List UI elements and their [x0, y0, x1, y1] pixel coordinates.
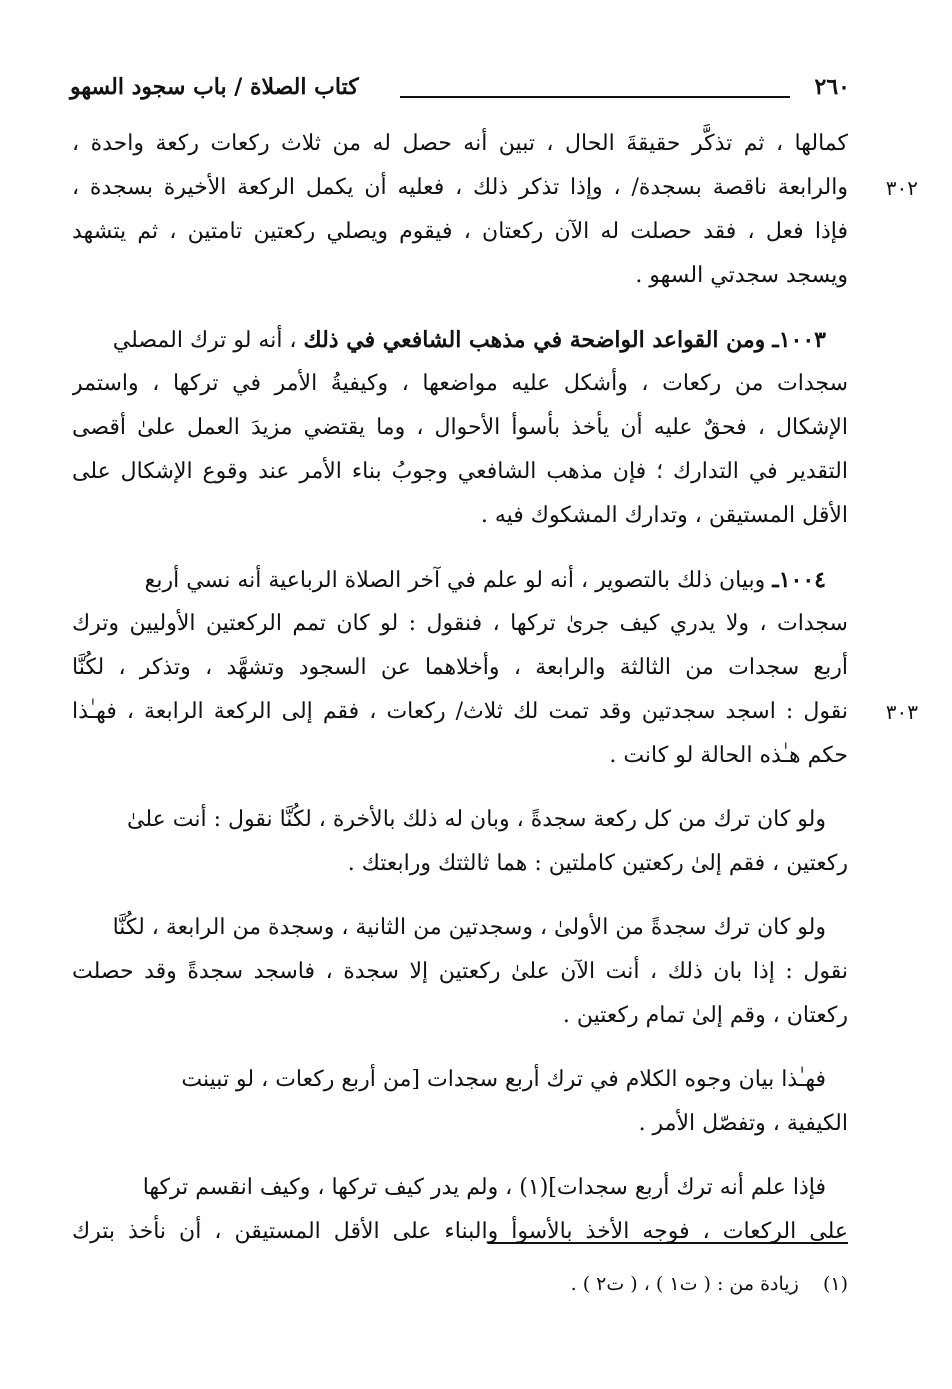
text-line: ركعتان ، وقم إلىٰ تمام ركعتين .	[562, 1003, 848, 1028]
header-rule	[400, 96, 790, 98]
text-line: فهـٰذا بيان وجوه الكلام في ترك أربع سجدات [من أربع ركعات ، لو تبينت	[181, 1067, 826, 1092]
page-number: ٢٦٠	[814, 74, 850, 100]
paragraph-4	[72, 798, 848, 886]
footnote-marker: (١)	[822, 1273, 848, 1295]
paragraph-number: ١٠٠٣ـ	[772, 327, 826, 353]
text-line-content: وبيان ذلك بالتصوير ، أنه لو علم في آخر الصلاة الرباعية أنه نسي أربع	[144, 568, 766, 593]
text-line: ولو كان ترك من كل ركعة سجدةً ، وبان له ذلك بالأخرة ، لكُنَّا نقول : أنت علىٰ	[127, 807, 826, 832]
text-line: فإذا فعل ، فقد حصلت له الآن ركعتان ، فيقوم ويصلي ركعتين تامتين ، ثم يتشهد	[72, 219, 848, 244]
footnote-text: زيادة من : ( ت١ ) ، ( ت٢ ) .	[570, 1273, 799, 1295]
margin-page-marker: ٣٠٣	[885, 700, 918, 724]
main-text	[72, 122, 918, 1274]
chapter-title: كتاب الصلاة / باب سجود السهو	[70, 74, 359, 100]
text-line: فإذا علم أنه ترك أربع سجدات](١) ، ولم يدر كيف تركها ، وكيف انقسم تركها	[142, 1175, 826, 1200]
text-line: الإشكال ، فحقٌ عليه أن يأخذ بأسوأ الأحوال ، وما يقتضي مزيدَ العمل علىٰ أقصى	[72, 415, 848, 440]
text-line: ركعتين ، فقم إلىٰ ركعتين كاملتين : هما ثالثتك ورابعتك .	[347, 851, 848, 876]
text-line: ولو كان ترك سجدةً من الأولىٰ ، وسجدتين من الثانية ، وسجدة من الرابعة ، لكُنَّا	[112, 915, 826, 940]
text-line: التقدير في التدارك ؛ فإن مذهب الشافعي وجوبُ بناء الأمر عند وقوع الإشكال على	[72, 459, 848, 484]
text-line: سجدات من ركعات ، وأشكل عليه مواضعها ، وكيفيةُ الأمر في تركها ، واستمر	[72, 371, 848, 396]
paragraph-1004	[72, 558, 918, 778]
text-line: سجدات ، ولا يدري كيف جرىٰ تركها ، فنقول : لو كان تمم الركعتين الأوليين وترك	[72, 611, 848, 636]
text-line: نقول : إذا بان ذلك ، أنت الآن علىٰ ركعتين إلا سجدة ، فاسجد سجدةً وقد حصلت	[72, 959, 848, 984]
text-line: أربع سجدات من الثالثة والرابعة ، وأخلاهما عن السجود وتشهَّد ، وتذكر ، لكُنَّا	[72, 655, 848, 680]
text-line: على الركعات ، فوجه الأخذ بالأسوأ والبناء على الأقل المستيقن ، أن نأخذ بترك	[72, 1219, 848, 1244]
text-line-content: والرابعة ناقصة بسجدة/ ، وإذا تذكر ذلك ، فعليه أن يكمل الركعة الأخيرة بسجدة ،	[72, 175, 848, 200]
paragraph-1003	[72, 318, 848, 538]
text-line: كمالها ، ثم تذكَّر حقيقةَ الحال ، تبين أنه حصل له من ثلاث ركعات ركعة واحدة ،	[72, 131, 848, 156]
paragraph-6	[72, 1058, 848, 1146]
text-line	[72, 558, 848, 602]
margin-page-marker: ٣٠٢	[885, 176, 918, 200]
paragraph-lead: ومن القواعد الواضحة في مذهب الشافعي في ذلك	[303, 327, 766, 353]
paragraph-7	[72, 1166, 848, 1254]
footnote	[148, 1268, 848, 1300]
text-line-content: نقول : اسجد سجدتين وقد تمت لك ثلاث/ ركعات ، فقم إلى الركعة الرابعة ، فهـٰذا	[72, 699, 849, 724]
running-header	[70, 74, 850, 114]
paragraph-5	[72, 906, 848, 1038]
text-line: حكم هـٰذه الحالة لو كانت .	[609, 743, 848, 768]
text-line	[72, 166, 918, 210]
text-line	[72, 690, 918, 734]
text-line: الكيفية ، وتفصّل الأمر .	[638, 1111, 848, 1136]
paragraph-1	[72, 122, 918, 298]
text-line	[72, 318, 848, 362]
text-line: الأقل المستيقن ، وتدارك المشكوك فيه .	[480, 503, 848, 528]
text-line-content: ، أنه لو ترك المصلي	[112, 328, 297, 353]
text-line: ويسجد سجدتي السهو .	[635, 263, 848, 288]
footnote-separator	[488, 1242, 848, 1244]
paragraph-number: ١٠٠٤ـ	[772, 567, 826, 593]
